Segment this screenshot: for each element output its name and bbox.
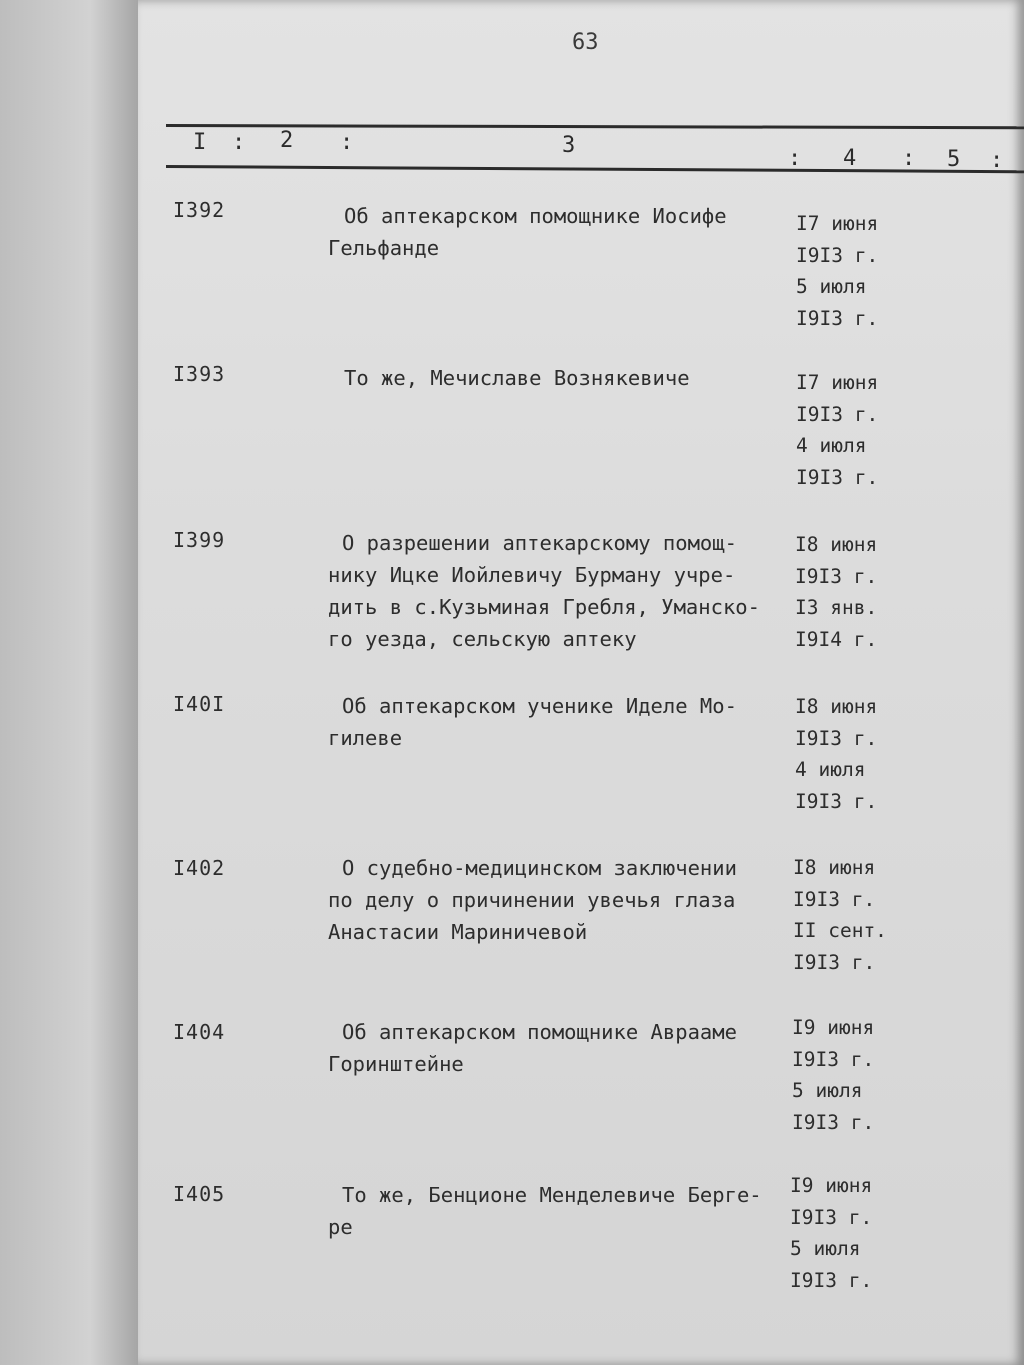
- description-line: О судебно-медицинском заключении: [342, 856, 737, 880]
- date-line: I9I3 г.: [790, 1268, 873, 1292]
- entry-number: I392: [173, 198, 226, 222]
- entry-number: I399: [173, 528, 226, 552]
- date-line: 5 июля: [796, 275, 867, 298]
- description-line: О разрешении аптекарскому помощ-: [342, 531, 737, 555]
- date-line: I9I3 г.: [796, 402, 879, 426]
- entry-number: I404: [173, 1020, 226, 1044]
- entry-dates: [796, 367, 926, 493]
- description-line: Об аптекарском ученике Иделе Мо-: [342, 694, 737, 718]
- date-line: I9I4 г.: [795, 627, 878, 651]
- description-line: Об аптекарском помощнике Иосифе: [344, 204, 727, 228]
- entry-description: [328, 1179, 790, 1243]
- description-line: гилеве: [328, 726, 403, 750]
- date-line: I3 янв.: [795, 596, 878, 619]
- description-line: го уезда, сельскую аптеку: [328, 627, 637, 651]
- entry-dates: [792, 1012, 922, 1138]
- date-line: I9 июня: [790, 1174, 873, 1197]
- entry-dates: [793, 852, 923, 978]
- header-separator: :: [340, 130, 354, 155]
- header-separator: :: [232, 130, 246, 155]
- entry-number: I40I: [173, 692, 226, 716]
- previous-page-edge: [0, 0, 150, 1365]
- date-line: I9I3 г.: [795, 726, 878, 750]
- date-line: I9 июня: [792, 1016, 875, 1039]
- header-separator: :: [902, 146, 916, 171]
- date-line: I8 июня: [793, 856, 876, 879]
- entry-description: [328, 1016, 790, 1080]
- date-line: I8 июня: [795, 695, 878, 718]
- date-line: I9I3 г.: [790, 1205, 873, 1229]
- entry-number: I393: [173, 362, 226, 386]
- entry-description: [328, 852, 790, 948]
- entry-dates: [790, 1170, 920, 1296]
- header-separator: :: [990, 148, 1004, 173]
- entry-description: [328, 690, 790, 754]
- date-line: I9I3 г.: [796, 465, 879, 489]
- description-line: Гельфанде: [328, 236, 440, 260]
- description-line: То же, Мечиславе Вознякевиче: [344, 366, 690, 390]
- date-line: II сент.: [793, 919, 887, 942]
- description-line: Об аптекарском помощнике Аврааме: [342, 1020, 737, 1044]
- header-col-3: 3: [562, 133, 576, 158]
- header-col-5: 5: [947, 147, 961, 172]
- date-line: 4 июля: [796, 434, 867, 457]
- description-line: дить в с.Кузьминая Гребля, Уманско-: [328, 595, 760, 619]
- description-line: по делу о причинении увечья глаза: [328, 888, 736, 912]
- date-line: I9I3 г.: [795, 789, 878, 813]
- entry-dates: [796, 208, 926, 334]
- date-line: I9I3 г.: [793, 950, 876, 974]
- header-separator: :: [788, 146, 802, 171]
- date-line: I9I3 г.: [795, 564, 878, 588]
- header-col-4: 4: [843, 146, 857, 171]
- description-line: ре: [328, 1215, 353, 1239]
- date-line: I9I3 г.: [792, 1110, 875, 1134]
- date-line: I9I3 г.: [792, 1047, 875, 1071]
- date-line: 5 июля: [792, 1079, 863, 1102]
- description-line: Анастасии Мариничевой: [328, 920, 588, 944]
- description-line: Горинштейне: [328, 1052, 464, 1076]
- entry-description: [328, 200, 790, 264]
- description-line: То же, Бенционе Менделевиче Берге-: [342, 1183, 762, 1207]
- entry-dates: [795, 529, 925, 655]
- date-line: I9I3 г.: [796, 306, 879, 330]
- date-line: I7 июня: [796, 371, 879, 394]
- entry-number: I405: [173, 1182, 226, 1206]
- date-line: I9I3 г.: [793, 887, 876, 911]
- entry-number: I402: [173, 856, 226, 880]
- date-line: 5 июля: [790, 1237, 861, 1260]
- header-col-1: I: [193, 130, 207, 155]
- entry-description: [328, 527, 790, 655]
- description-line: нику Ицке Иойлевичу Бурману учре-: [328, 563, 736, 587]
- page-number: 63: [572, 30, 599, 55]
- date-line: I9I3 г.: [796, 243, 879, 267]
- header-col-2: 2: [280, 128, 294, 153]
- entry-dates: [795, 691, 925, 817]
- date-line: I8 июня: [795, 533, 878, 556]
- date-line: I7 июня: [796, 212, 879, 235]
- entry-description: [328, 362, 790, 394]
- date-line: 4 июля: [795, 758, 866, 781]
